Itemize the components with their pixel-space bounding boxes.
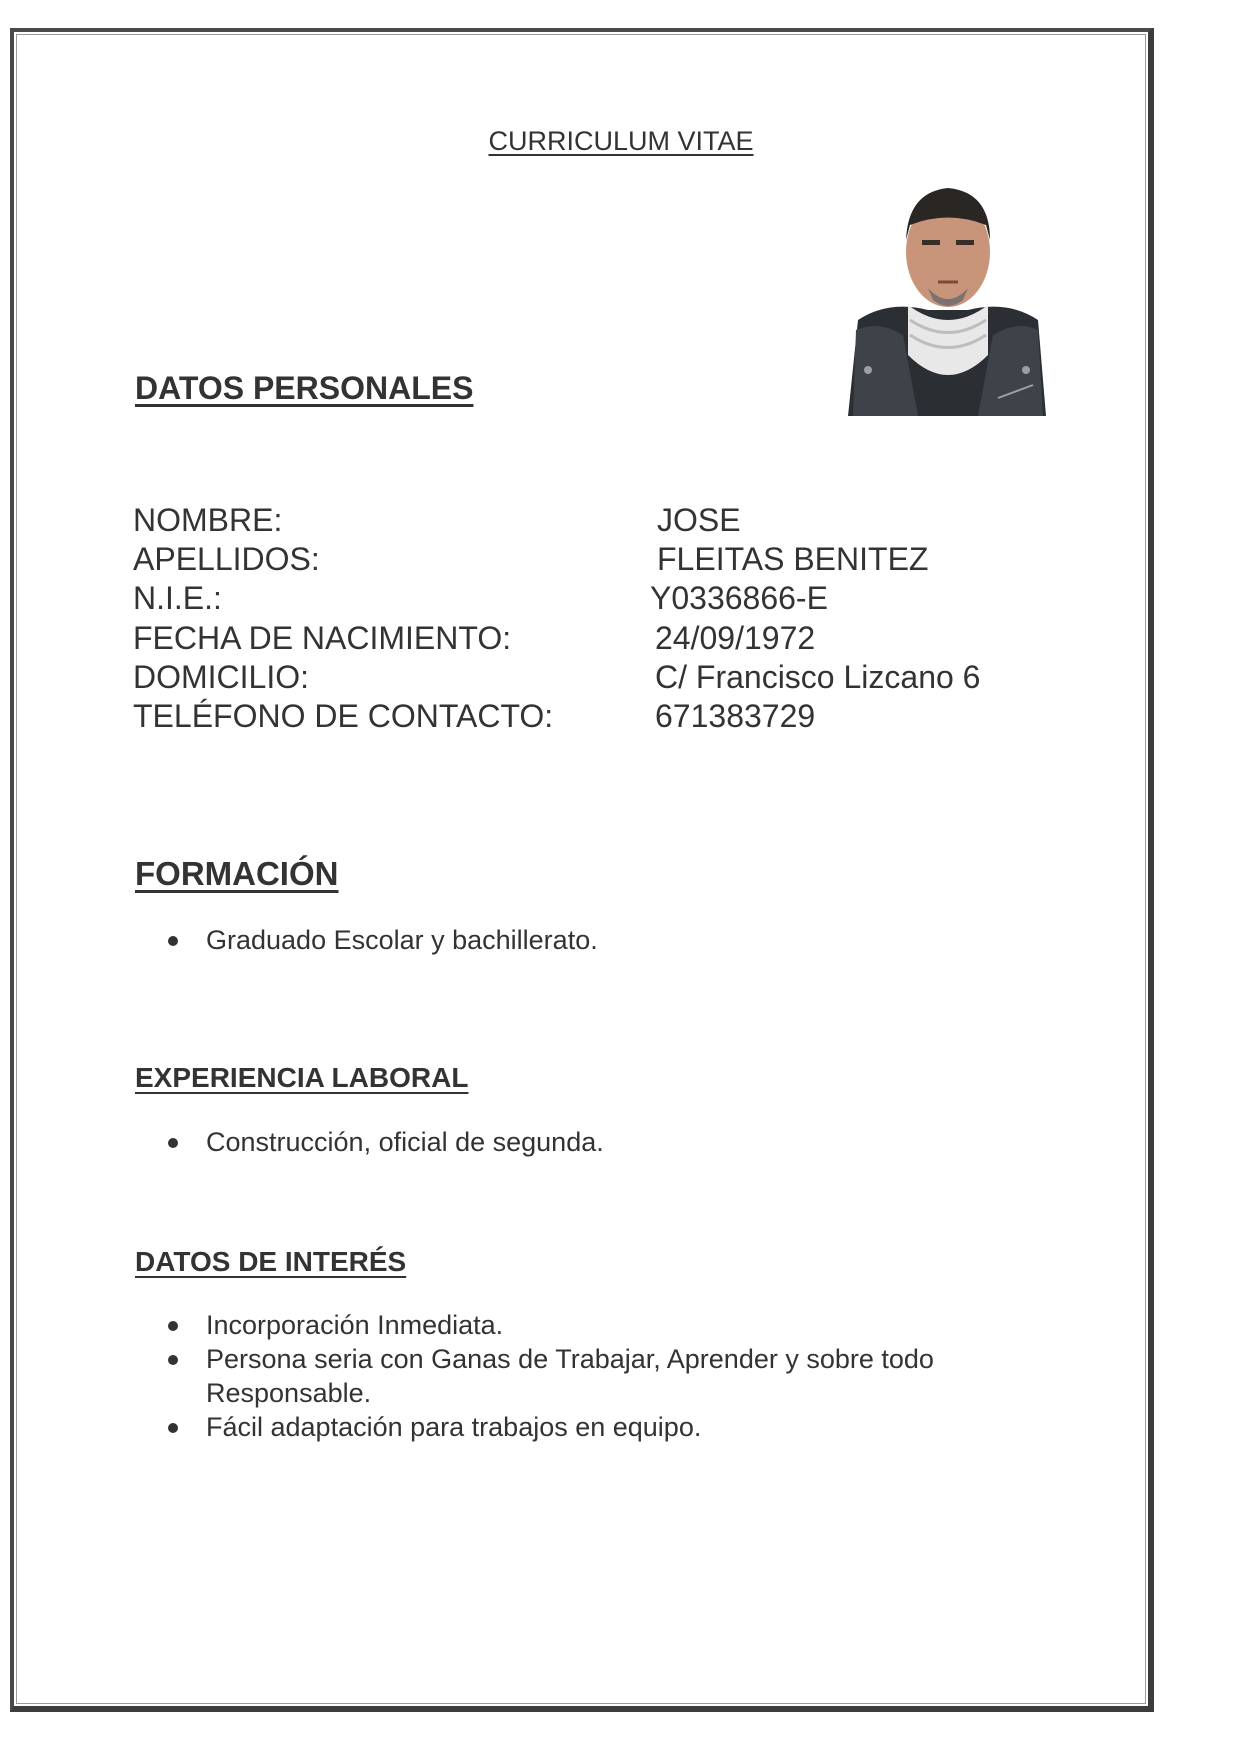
- field-value-nombre: JOSE: [657, 502, 741, 538]
- bullet-icon: [168, 1423, 178, 1433]
- list-item: Incorporación Inmediata.: [168, 1308, 1048, 1342]
- interes-list: [168, 1308, 1048, 1444]
- field-label-nie: N.I.E.:: [133, 580, 222, 616]
- field-label-fecha-nacimiento: FECHA DE NACIMIENTO:: [133, 620, 512, 656]
- list-item: Graduado Escolar y bachillerato.: [168, 923, 1068, 957]
- list-item: Construcción, oficial de segunda.: [168, 1125, 1068, 1159]
- field-label-apellidos: APELLIDOS:: [133, 541, 320, 577]
- field-label-domicilio: DOMICILIO:: [133, 659, 310, 695]
- list-item: Fácil adaptación para trabajos en equipo.: [168, 1410, 1048, 1444]
- section-heading-datos-interes: DATOS DE INTERÉS: [135, 1246, 407, 1277]
- field-value-apellidos: FLEITAS BENITEZ: [657, 541, 929, 577]
- field-value-telefono: 671383729: [655, 698, 816, 734]
- field-value-fecha-nacimiento: 24/09/1972: [655, 620, 816, 656]
- formacion-list: [168, 923, 1068, 957]
- field-label-nombre: NOMBRE:: [133, 502, 283, 538]
- bullet-icon: [168, 1355, 178, 1365]
- section-heading-formacion: FORMACIÓN: [135, 855, 339, 892]
- document-title: CURRICULUM VITAE: [488, 126, 754, 156]
- field-value-nie: Y0336866-E: [650, 580, 828, 616]
- list-item: Persona seria con Ganas de Trabajar, Aprender y sobre todo Responsable.: [168, 1342, 1048, 1410]
- profile-photo: [848, 170, 1046, 416]
- bullet-icon: [168, 936, 178, 946]
- section-heading-experiencia-laboral: EXPERIENCIA LABORAL: [135, 1062, 469, 1093]
- field-value-domicilio: C/ Francisco Lizcano 6: [655, 659, 981, 695]
- field-label-telefono: TELÉFONO DE CONTACTO:: [133, 698, 554, 734]
- section-heading-datos-personales: DATOS PERSONALES: [135, 370, 474, 406]
- experiencia-list: [168, 1125, 1068, 1159]
- bullet-icon: [168, 1138, 178, 1148]
- bullet-icon: [168, 1321, 178, 1331]
